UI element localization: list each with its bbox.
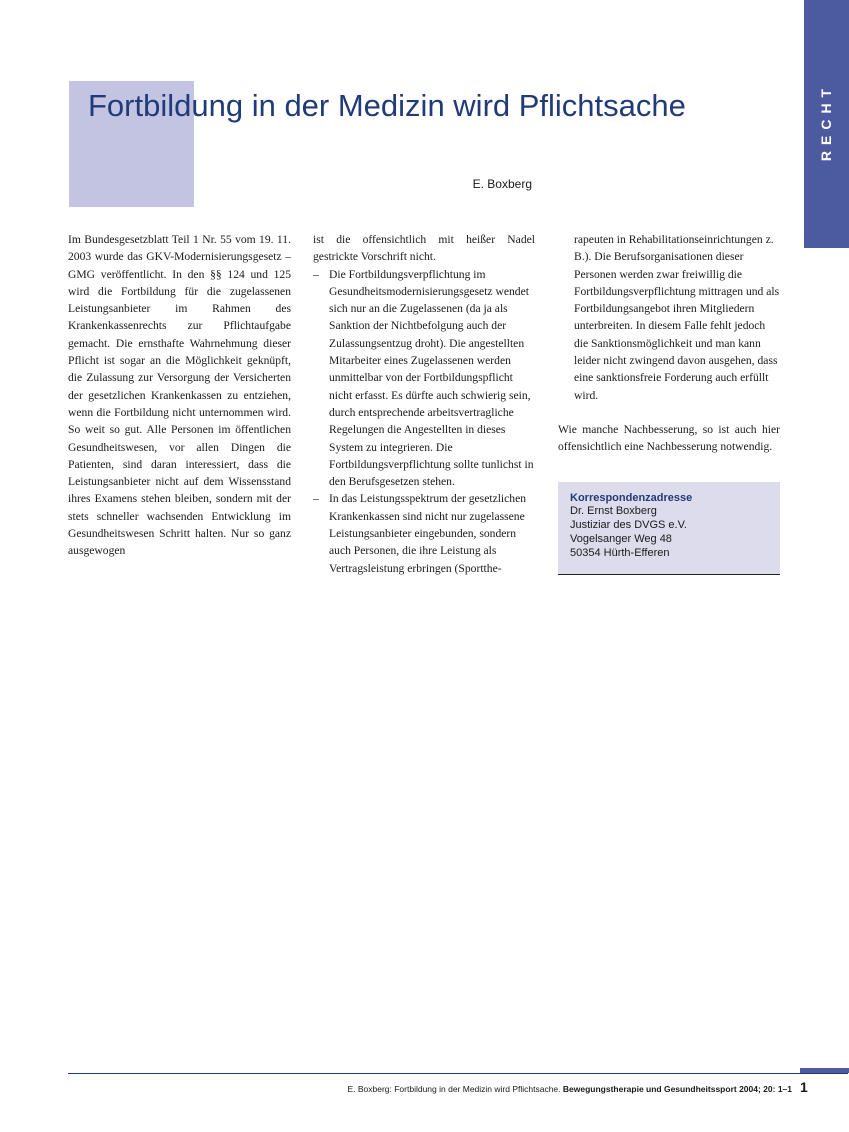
bullet-continuation: rapeuten in Rehabilitationseinrichtungen z. B.). Die Berufsorganisationen dieser Personen werden zwar freiwillig die Fortbildungsverpflichtung mittragen und als Fortbildungsangebot ihren Mitgliedern unterbreiten. In diesem Falle fehlt jedoch die Sanktionsmöglichkeit und man kann leider nicht zwingend davon ausgehen, dass eine sanktionsfreie Forderung auch erfüllt wird. <box>574 233 780 402</box>
correspondence-org: Justiziar des DVGS e.V. <box>570 519 687 532</box>
column-3 <box>558 231 780 575</box>
section-tab <box>804 0 849 248</box>
body-paragraph: Im Bundesgesetzblatt Teil 1 Nr. 55 vom 19. 11. 2003 wurde das GKV-Modernisierungsgesetz – GMG veröffentlicht. In den §§ 124 und 125 wird die Fortbildung für die zugelassenen Leistungsanbieter im Rahmen des Krankenkassenrechts zur Pflichtaufgabe gemacht. Die ernsthafte Wahrnehmung dieser Pflicht ist sogar an die Möglichkeit geknüpft, die Zulassung zur Versorgung der Versicherten der gesetzlichen Krankenkassen zu entziehen, wenn die Fortbildung nicht unternommen wird. So weit so gut. Alle Personen im öffentlichen Gesundheitswesen, vor allen Dingen die Patienten, sind daran interessiert, dass die Leistungsanbieter nicht auf dem Wissensstand ihres Examens stehen bleiben, sondern mit der stets schneller wachsenden Entwicklung im Gesundheitswesen Schritt halten. Nur so ganz ausgewogen <box>68 233 291 558</box>
page-number: 1 <box>800 1079 808 1095</box>
citation-journal: Bewegungstherapie und Gesundheitssport 2004; 20: 1–1 <box>562 1084 792 1094</box>
citation-prefix: E. Boxberg: Fortbildung in der Medizin wird Pflichtsache. <box>347 1084 561 1094</box>
correspondence-box <box>558 482 780 575</box>
section-tab-label: RECHT <box>818 82 834 162</box>
correspondence-city: 50354 Hürth-Efferen <box>570 546 670 559</box>
footer-citation <box>347 1084 792 1094</box>
column-1 <box>68 231 291 560</box>
footer-accent <box>800 1068 849 1073</box>
bullet-item: – In das Leistungsspektrum der gesetzlichen Krankenkassen sind nicht nur zugelassene Leistungsanbieter eingebunden, sondern auch Personen, die ihre Leistung als Vertragsleistung erbringen (Sportthe- <box>313 490 535 576</box>
correspondence-street: Vogelsanger Weg 48 <box>570 532 672 545</box>
body-paragraph: Wie manche Nachbesserung, so ist auch hier offensichtlich eine Nachbesserung notwendig. <box>558 422 780 454</box>
correspondence-name: Dr. Ernst Boxberg <box>570 505 657 518</box>
bullet-item: – Die Fortbildungsverpflichtung im Gesundheitsmodernisierungsgesetz wendet sich nur an die Zugelassenen (da ja als Sanktion der Nichtbefolgung auch der Zulassungsentzug droht). Die angestellten Mitarbeiter eines Zugelassenen werden unmittelbar von der Fortbildungspflicht nicht erfasst. Es dürfte auch schwierig sein, durch entsprechende arbeitsvertragliche Regelungen die Angestellten in dieses System zu integrieren. Die Fortbildungsverpflichtung sollte tunlichst in den Berufsgesetzen stehen. <box>313 266 535 491</box>
bullet-list <box>313 266 535 577</box>
article-title: Fortbildung in der Medizin wird Pflichtsache <box>88 88 686 123</box>
correspondence-heading: Korrespondenzadresse <box>570 491 693 504</box>
column-2 <box>313 231 535 577</box>
article-author: E. Boxberg <box>472 177 532 191</box>
body-paragraph: ist die offensichtlich mit heißer Nadel gestrickte Vorschrift nicht. <box>313 233 535 264</box>
footer-rule <box>68 1073 848 1074</box>
